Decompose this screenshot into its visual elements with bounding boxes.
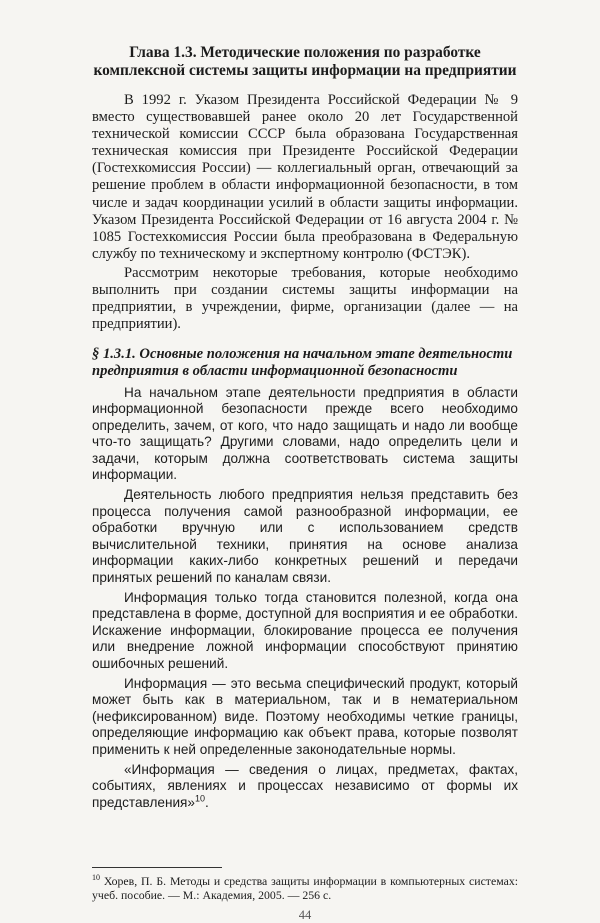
section-paragraph-4: Информация — это весьма специфический продукт, который может быть как в материальном, так и в нематериальном (нефиксированном) виде. Поэтому необходимы четкие границы, определяющие информацию как объект права, которые позволят применить к ней определенные законодательные нормы.: [92, 675, 518, 757]
quote-end: .: [204, 794, 209, 810]
footnote-divider: [92, 867, 222, 868]
page-number: 44: [298, 908, 312, 923]
chapter-title: [92, 44, 518, 80]
section-paragraph-1: На начальном этапе деятельности предприятия в области информационной безопасности прежде всего необходимо определить, зачем, от кого, что надо защищать и надо ли вообще что-то защищать? Другими словами, надо определить цели и задачи, которым должна соответствовать система защиты информации.: [92, 384, 518, 483]
intro-paragraph-1: В 1992 г. Указом Президента Российской Федерации № 9 вместо существовавшей ранее около 20 лет Государственной технической комиссии СССР была образована Государственная техническая комиссия при Президенте Российской Федерации (Гостехкомиссия России) — коллегиальный орган, отвечающий за решение проблем в области информационной безопасности, в том числе и задач координации усилий в области защиты информации. Указом Президента Российской Федерации от 16 августа 2004 г. № 1085 Гостехкомиссия России была преобразована в Федеральную службу по техническому и экспертному контролю (ФСТЭК).: [92, 92, 518, 262]
footnote-reference[interactable]: 10: [194, 793, 205, 804]
section-title-line1: § 1.3.1. Основные положения на начальном этапе деятельности: [92, 346, 513, 363]
section-paragraph-3: Информация только тогда становится полезной, когда она представлена в форме, доступной для восприятия и ее обработки. Искажение информации, блокирование процесса ее получения или внедрение ложной информации способствуют принятию ошибочных решений.: [92, 589, 518, 671]
section-title-line2: предприятия в области информационной безопасности: [92, 363, 458, 380]
chapter-title-line2: комплексной системы защиты информации на предприятии: [93, 62, 517, 79]
section-body: [92, 385, 518, 812]
quote-text: «Информация — сведения о лицах, предметах, фактах, событиях, явлениях и процессах независимо от формы их представления»: [92, 761, 518, 810]
section-title: [92, 346, 518, 380]
definition-quote: [92, 762, 518, 812]
chapter-title-line1: Глава 1.3. Методические положения по разработке: [129, 44, 481, 61]
footnote-text: Хорев, П. Б. Методы и средства защиты информации в компьютерных системах: учеб. пособие. — М.: Академия, 2005. — 256 с.: [92, 874, 518, 903]
intro-paragraph-2: Рассмотрим некоторые требования, которые необходимо выполнить при создании системы защиты информации на предприятии, в учреждении, фирме, организации (далее — на предприятии).: [92, 264, 518, 333]
footnote-number: 10: [92, 873, 100, 883]
footnote: [92, 874, 518, 902]
section-paragraph-2: Деятельность любого предприятия нельзя представить без процесса получения самой разнообразной информации, ее обработки вручную или с использованием средств вычислительной техники, принятия на основе анализа информации каких-либо конкретных решений и передачи принятых решений по каналам связи.: [92, 487, 518, 586]
